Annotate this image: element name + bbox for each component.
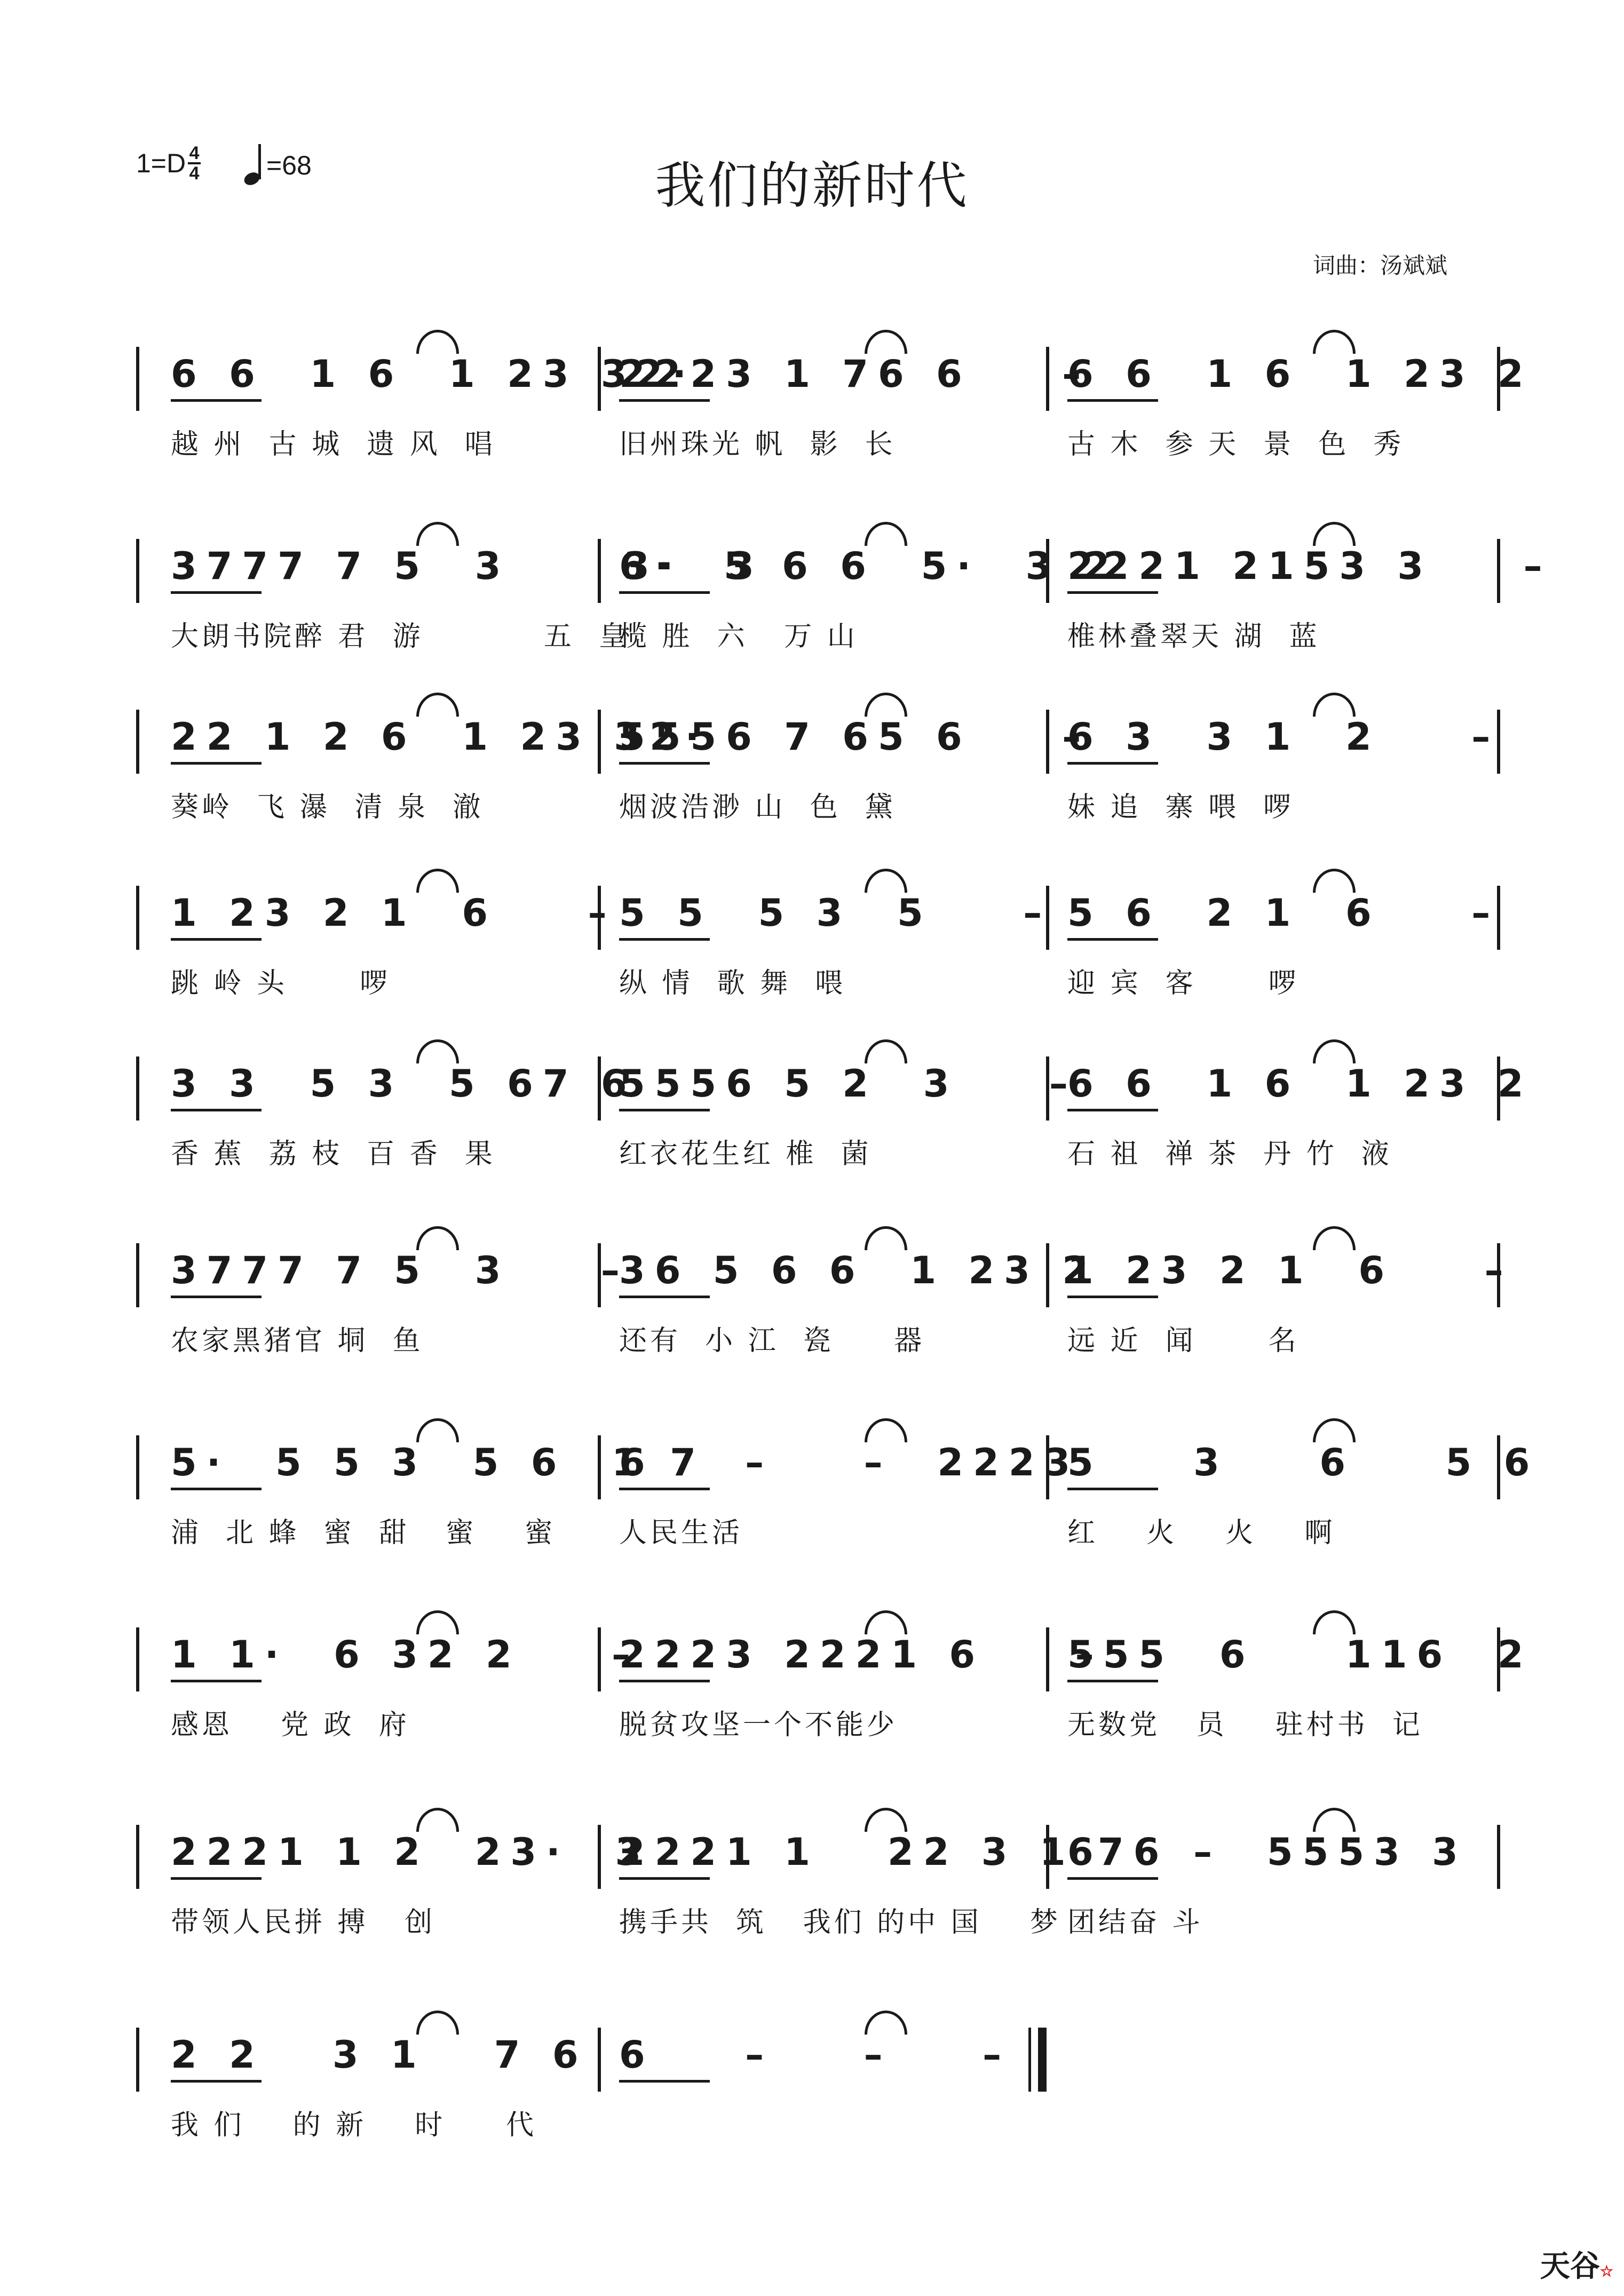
lyric-line: 浦 北 蜂 蜜 甜 蜜 蜜 <box>171 1517 556 1549</box>
beam-underline <box>619 1488 710 1490</box>
note-group: 6 6 1 6 1 23 2 <box>1067 1062 1533 1106</box>
beam-underline <box>171 1680 262 1682</box>
slur <box>416 1610 459 1634</box>
lyric-line: 妹 追 寨 喂 啰 <box>1067 791 1295 823</box>
lyric-line: 感恩 党 政 府 <box>171 1709 410 1741</box>
lyric-line: 旧州珠光 帆 影 长 <box>619 428 896 460</box>
lyric-line: 人民生活 <box>619 1517 743 1549</box>
lyric-line: 无数党 员 驻村书 记 <box>1067 1709 1423 1741</box>
note-group: 6 6 1 6 1 23 2 <box>1067 352 1533 396</box>
note-group: 1 23 2 1 6 – <box>171 891 616 935</box>
note-group: 36 5 6 6 1 23 2 <box>619 1249 1098 1292</box>
score-system <box>0 1820 1624 1969</box>
slur <box>865 1808 907 1832</box>
slur <box>416 869 459 893</box>
beam-underline <box>1067 1296 1158 1298</box>
beam-underline <box>619 1296 710 1298</box>
slur <box>865 2011 907 2035</box>
lyric-line: 香 蕉 荔 枝 百 香 果 <box>171 1138 496 1170</box>
beam-underline <box>1067 1109 1158 1111</box>
lyric-line: 还有 小 江 瓷 器 <box>619 1325 925 1357</box>
barline <box>1028 2028 1031 2092</box>
slur <box>416 1808 459 1832</box>
note-group: 6 6 1 6 1 23 32· <box>171 352 719 396</box>
lyric-line: 越 州 古 城 遗 风 唱 <box>171 428 496 460</box>
lyric-line: 我 们 的 新 时 代 <box>171 2109 537 2141</box>
barline <box>136 1825 139 1889</box>
lyric-line: 红 火 火 啊 <box>1067 1517 1336 1549</box>
beam-underline <box>171 591 262 594</box>
beam-underline <box>171 399 262 402</box>
lyric-line: 团结奋 斗 <box>1067 1906 1203 1939</box>
slur <box>416 522 459 546</box>
composer-credit: 词曲：汤斌斌 <box>1313 252 1448 279</box>
barline <box>598 2028 601 2092</box>
barline <box>136 1627 139 1691</box>
lyric-line: 跳 岭 头 啰 <box>171 967 391 999</box>
slur <box>1313 522 1356 546</box>
note-group: 5556 5 2 3 – <box>619 1062 1078 1106</box>
barline <box>136 539 139 603</box>
slur <box>865 522 907 546</box>
note-group: 6 – 5553 3 <box>1067 1830 1468 1874</box>
beam-underline <box>1067 938 1158 941</box>
beam-underline <box>619 1109 710 1111</box>
slur <box>865 693 907 717</box>
score-system <box>0 2022 1624 2172</box>
note-group: 6 – – – <box>619 2033 1011 2077</box>
note-group: 2221 1 22 3 1 76 <box>619 1830 1169 1874</box>
beam-underline <box>171 1488 262 1490</box>
note-group: 5 6 2 1 6 – <box>1067 891 1500 935</box>
slur <box>416 693 459 717</box>
slur <box>1313 1610 1356 1634</box>
note-group: 2221 1 2 23· 3 <box>171 1830 651 1874</box>
lyric-line: 带领人民拼 搏 创 <box>171 1906 436 1939</box>
barline <box>136 710 139 774</box>
note-group: 2223 2221 6 – <box>619 1633 1104 1677</box>
slur <box>865 1610 907 1634</box>
score-system <box>0 341 1624 491</box>
beam-underline <box>619 2080 710 2083</box>
beam-underline <box>1067 1488 1158 1490</box>
time-signature: $\frac{4}{4}$ <box>188 144 201 182</box>
barline <box>136 1243 139 1307</box>
slur <box>865 1039 907 1063</box>
note-group: 3777 7 5 3 3· 3 <box>171 544 764 588</box>
lyric-line: 古 木 参 天 景 色 秀 <box>1067 428 1405 460</box>
note-group: 1 23 2 1 6 – <box>1067 1249 1513 1292</box>
beam-underline <box>1067 1680 1158 1682</box>
tempo-marking: =68 <box>243 144 312 187</box>
lyric-line: 红衣花生红 椎 菌 <box>619 1138 872 1170</box>
barline <box>136 2028 139 2092</box>
slur <box>865 330 907 354</box>
beam-underline <box>1067 1877 1158 1880</box>
note-group: 6 – – 2223 <box>619 1441 1080 1484</box>
lyric-line: 榄 胜 六 万 山 <box>619 621 858 653</box>
score-system <box>0 1430 1624 1579</box>
beam-underline <box>619 1680 710 1682</box>
note-group: 5556 7 65 6 – <box>619 715 1091 759</box>
beam-underline <box>171 762 262 765</box>
barline <box>136 886 139 950</box>
note-group: 6· 5 6 6 5· 3 2 <box>619 544 1120 588</box>
lyric-line: 葵岭 飞 瀑 清 泉 澈 <box>171 791 484 823</box>
slur <box>1313 1418 1356 1442</box>
note-group: 2221 2153 3 – <box>1067 544 1552 588</box>
lyric-line: 携手共 筑 我们 的中 国 梦 <box>619 1906 1061 1939</box>
slur <box>1313 693 1356 717</box>
lyric-line: 脱贫攻坚一个不能少 <box>619 1709 898 1741</box>
beam-underline <box>619 591 710 594</box>
page-title: 我们的新时代 <box>655 157 969 215</box>
barline <box>136 1435 139 1499</box>
beam-underline <box>171 1109 262 1111</box>
note-group: 6 3 3 1 2 – <box>1067 715 1500 759</box>
lyric-line: 纵 情 歌 舞 喂 <box>619 967 846 999</box>
score-system <box>0 1622 1624 1771</box>
slur <box>416 1418 459 1442</box>
note-group: 5· 5 5 3 5 6 1 7 <box>171 1441 706 1484</box>
score-system <box>0 534 1624 683</box>
watermark-logo: 天谷☆ <box>1540 2249 1613 2284</box>
lyric-line: 石 祖 禅 茶 丹 竹 液 <box>1067 1138 1392 1170</box>
slur <box>865 1418 907 1442</box>
barline <box>136 1056 139 1121</box>
beam-underline <box>619 1877 710 1880</box>
beam-underline <box>619 399 710 402</box>
note-group: 1 1· 6 32 2 – <box>171 1633 640 1677</box>
slur <box>865 869 907 893</box>
score-system <box>0 1238 1624 1387</box>
slur <box>1313 1226 1356 1250</box>
slur <box>416 2011 459 2035</box>
beam-underline <box>171 2080 262 2083</box>
barline <box>1497 1825 1500 1889</box>
beam-underline <box>1067 399 1158 402</box>
note-group: 5 5 5 3 5 – <box>619 891 1052 935</box>
score-system <box>0 880 1624 1030</box>
beam-underline <box>171 938 262 941</box>
slur <box>416 1226 459 1250</box>
slur <box>1313 869 1356 893</box>
note-group: 555 6 116 2 <box>1067 1633 1533 1677</box>
slur <box>416 1039 459 1063</box>
slur <box>1313 1039 1356 1063</box>
lyric-line: 椎林叠翠天 湖 蓝 <box>1067 621 1320 653</box>
beam-underline <box>171 1877 262 1880</box>
beam-underline <box>619 762 710 765</box>
final-barline <box>1038 2028 1047 2092</box>
beam-underline <box>1067 762 1158 765</box>
beam-underline <box>1067 591 1158 594</box>
score-system <box>0 1051 1624 1201</box>
note-group: 3 3 5 3 5 67 6 <box>171 1062 637 1106</box>
note-group: 2223 1 76 6 – <box>619 352 1091 396</box>
beam-underline <box>619 938 710 941</box>
lyric-line: 迎 宾 客 啰 <box>1067 967 1300 999</box>
lyric-line: 农家黑猪官 垌 鱼 <box>171 1325 424 1357</box>
score-system <box>0 704 1624 854</box>
note-group: 2 2 3 1 7 6 <box>171 2033 588 2077</box>
lyric-line: 大朗书院醉 君 游 五 皇 <box>171 621 630 653</box>
lyric-line: 远 近 闻 名 <box>1067 1325 1300 1357</box>
note-group: 3777 7 5 3 – <box>171 1249 629 1292</box>
beam-underline <box>171 1296 262 1298</box>
key-signature: 1=D $\frac{4}{4}$ <box>136 144 206 182</box>
slur <box>865 1226 907 1250</box>
lyric-line: 烟波浩渺 山 色 黛 <box>619 791 896 823</box>
note-group: 5 3 6 5 6 <box>1067 1441 1540 1484</box>
slur <box>416 330 459 354</box>
note-group: 22 1 2 6 1 23 32· <box>171 715 709 759</box>
slur <box>1313 1808 1356 1832</box>
barline <box>136 347 139 411</box>
slur <box>1313 330 1356 354</box>
